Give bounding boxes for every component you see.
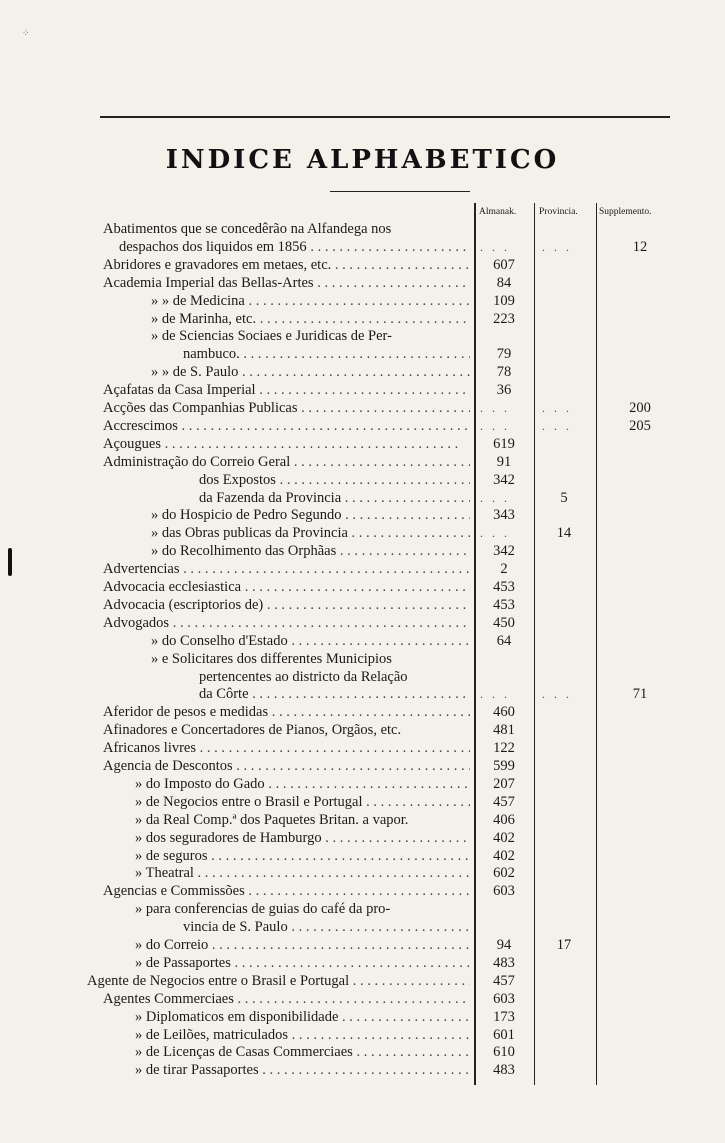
index-entry-text: Agencias e Commissões . . . [103,882,470,900]
almanak-page: 453 [493,596,515,613]
index-row [0,703,725,721]
index-entry-text: Africanos livres . . . [103,739,470,757]
index-entry-text: despachos dos liquidos em 1856 . . . [119,238,470,256]
index-entry-text: Abridores e gravadores em metaes, etc. . . . [103,256,470,274]
index-row [0,990,725,1008]
almanak-page: 109 [493,292,515,309]
index-row [0,685,725,703]
blank-column-dots: . . . [542,418,572,433]
index-entry-text: » do Conselho d'Estado . . . [151,632,470,650]
almanak-page: 619 [493,435,515,452]
almanak-page: 483 [493,1062,515,1079]
index-row [0,650,725,668]
almanak-page: 207 [493,775,515,792]
index-entry-text: Academia Imperial das Bellas-Artes . . . [103,274,470,292]
blank-column-dots: . . . [542,239,572,254]
index-entry-text: da Côrte . . . [199,685,470,703]
index-row [0,596,725,614]
almanak-page: 79 [496,346,512,363]
almanak-page: 173 [493,1008,515,1025]
index-row [0,918,725,936]
blank-column-dots: . . . [542,687,572,702]
index-row [0,489,725,507]
index-row [0,721,725,739]
almanak-page: 460 [493,704,515,721]
index-entry-text: Advertencias . . . [103,560,470,578]
blank-column-dots: . . . [480,687,510,702]
index-entry-text: » Theatral . . . [135,864,470,882]
index-entry-text: Açafatas da Casa Imperial . . . [103,381,470,399]
index-row [0,256,725,274]
index-row [0,936,725,954]
index-row [0,560,725,578]
index-row [0,435,725,453]
index-row [0,847,725,865]
index-row [0,345,725,363]
almanak-page: 481 [493,722,515,739]
index-entry-text: » para conferencias de guias do café da pro- [135,901,391,918]
index-row [0,882,725,900]
index-row [0,668,725,686]
index-row [0,632,725,650]
almanak-page: 607 [493,256,515,273]
index-row [0,739,725,757]
index-row [0,864,725,882]
index-entry-text: Agente de Negocios entre o Brasil e Portugal . . . [87,972,470,990]
index-entry-text: Agentes Commerciaes . . . [103,990,470,1008]
index-entry-text: pertencentes ao districto da Relação [199,668,408,685]
index-entry-text: » de tirar Passaportes . . . [135,1061,470,1079]
index-row [0,793,725,811]
index-row [0,829,725,847]
page-title: INDICE ALPHABETICO [165,145,560,175]
index-entry-text: » da Real Comp.ª dos Paquetes Britan. a vapor. [135,811,409,828]
index-row [0,363,725,381]
almanak-page: 457 [493,972,515,989]
index-row [0,775,725,793]
index-entry-text: » Diplomaticos em disponibilidade . . . [135,1008,470,1026]
index-entry-text: » de Sciencias Sociaes e Juridicas de Per- [151,328,392,345]
index-row [0,506,725,524]
index-row [0,327,725,345]
index-row [0,1026,725,1044]
blank-column-dots: . . . [480,401,510,415]
almanak-page: 406 [493,811,515,828]
blank-column-dots: . . . [480,239,510,254]
top-rule [100,116,670,118]
index-entry-text: Accrescimos . . . [103,417,470,435]
almanak-page: 342 [493,543,515,560]
index-entry-text: » das Obras publicas da Provincia . . . [151,524,470,542]
index-entry-text: Advogados . . . [103,614,470,632]
index-row [0,954,725,972]
blank-column-dots: . . . [480,490,510,505]
index-row [0,471,725,489]
provincia-page: 14 [556,525,572,542]
supplemento-page: 200 [629,400,651,416]
index-entry-text: Advocacia (escriptorios de) . . . [103,596,470,614]
almanak-page: 602 [493,865,515,882]
index-row [0,292,725,310]
almanak-page: 483 [493,954,515,971]
index-row [0,310,725,328]
index-entry-text: vincia de S. Paulo . . . [183,918,470,936]
index-entry-text: » de Negocios entre o Brasil e Portugal . . . [135,793,470,811]
index-entry-text: » » de S. Paulo . . . [151,363,470,381]
blank-column-dots: . . . [480,526,510,541]
almanak-page: 402 [493,829,515,846]
almanak-page: 601 [493,1026,515,1043]
index-entry-text: » do Correio . . . [135,936,470,954]
almanak-page: 2 [500,561,508,578]
almanak-page: 94 [496,937,512,953]
almanak-page: 610 [493,1044,515,1061]
index-row [0,417,725,435]
index-entry-text: » de Licenças de Casas Commerciaes . . . [135,1043,470,1061]
index-entry-text: Abatimentos que se concedêrão na Alfandega nos [103,221,392,237]
index-entry-text: » e Solicitares dos differentes Municipios [151,650,392,667]
index-row [0,399,725,417]
index-entry-text: Açougues . . . [103,435,470,453]
almanak-page: 84 [496,274,512,291]
index-entry-text: » de seguros . . . [135,847,470,865]
almanak-page: 599 [493,758,515,774]
index-row [0,238,725,256]
blank-column-dots: . . . [480,418,510,433]
index-row [0,542,725,560]
supplemento-page: 205 [629,417,651,434]
index-entry-text: Administração do Correio Geral . . . [103,453,470,471]
almanak-page: 453 [493,579,515,595]
index-entry-text: Advocacia ecclesiastica . . . [103,578,470,596]
index-entry-text: » » de Medicina . . . [151,292,470,310]
almanak-page: 603 [493,990,515,1007]
column-header-supplemento: Supplemento. [599,207,652,217]
column-header-provincia: Provincia. [539,207,578,217]
index-entry-text: Aferidor de pesos e medidas . . . [103,703,470,721]
paper-speck: ⁘ [22,28,30,38]
index-entry-text: Afinadores e Concertadores de Pianos, Orgãos, etc. [103,722,402,739]
column-header-almanak: Almanak. [479,207,517,217]
almanak-page: 223 [493,310,515,327]
index-entry-text: » de Leilões, matriculados . . . [135,1026,470,1044]
index-row [0,1043,725,1061]
index-row [0,453,725,471]
almanak-page: 78 [496,364,512,381]
blank-column-dots: . . . [542,401,572,415]
index-row [0,900,725,918]
almanak-page: 64 [496,632,512,649]
index-row [0,220,725,238]
index-row [0,381,725,399]
supplemento-page: 71 [632,686,648,703]
almanak-page: 603 [493,883,515,900]
almanak-page: 450 [493,614,515,631]
provincia-page: 17 [556,937,572,953]
index-row [0,972,725,990]
index-entry-text: » dos seguradores de Hamburgo . . . [135,829,470,847]
index-row [0,578,725,596]
index-entry-text: » do Imposto do Gado . . . [135,775,470,793]
almanak-page: 402 [493,847,515,864]
index-entry-text: » de Passaportes . . . [135,954,470,972]
index-row [0,757,725,775]
almanak-page: 36 [496,382,512,399]
almanak-page: 122 [493,740,515,757]
index-entry-text: dos Expostos . . . [199,471,470,489]
almanak-page: 91 [496,453,512,470]
almanak-page: 342 [493,471,515,488]
index-row [0,524,725,542]
almanak-page: 343 [493,507,515,524]
index-entry-text: da Fazenda da Provincia . . . [199,489,470,507]
index-row [0,1061,725,1079]
title-underline [330,191,470,192]
provincia-page: 5 [560,489,568,506]
index-entry-text: Acções das Companhias Publicas . . . [103,399,470,417]
index-entry-text: » de Marinha, etc. . . . [151,310,470,328]
index-entry-text: » do Hospicio de Pedro Segundo . . . [151,506,470,524]
index-row [0,811,725,829]
almanak-page: 457 [493,793,515,810]
index-entry-text: nambuco. . . . [183,345,470,363]
index-entry-text: Agencia de Descontos . . . [103,757,470,775]
index-row [0,614,725,632]
index-row [0,274,725,292]
supplemento-page: 12 [632,238,648,255]
index-row [0,1008,725,1026]
index-entry-text: » do Recolhimento das Orphãas . . . [151,542,470,560]
